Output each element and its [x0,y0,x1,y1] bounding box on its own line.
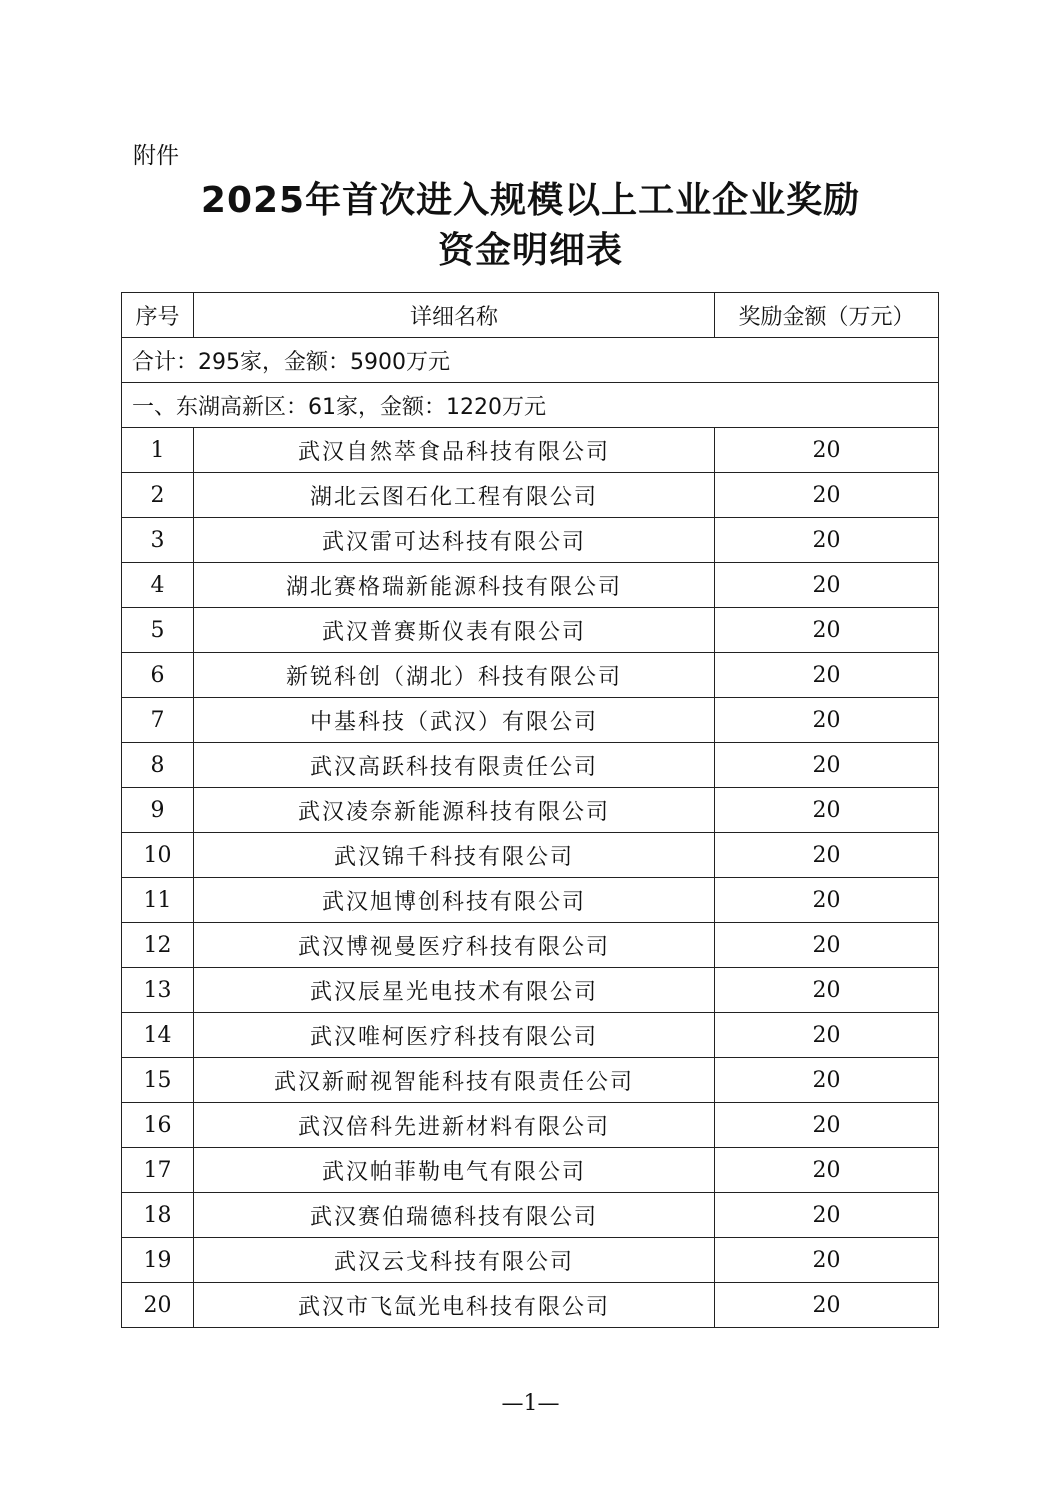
row-company-name: 武汉赛伯瑞德科技有限公司 [194,1193,715,1238]
row-index: 1 [122,428,194,473]
row-index: 16 [122,1103,194,1148]
table-row [122,1283,939,1328]
row-company-name: 湖北赛格瑞新能源科技有限公司 [194,563,715,608]
row-index: 2 [122,473,194,518]
row-award-amount: 20 [715,968,939,1013]
row-company-name: 武汉普赛斯仪表有限公司 [194,608,715,653]
row-award-amount: 20 [715,1058,939,1103]
table-header-row [122,293,939,338]
row-award-amount: 20 [715,833,939,878]
row-index: 12 [122,923,194,968]
row-award-amount: 20 [715,1283,939,1328]
row-index: 15 [122,1058,194,1103]
table-row [122,1193,939,1238]
row-award-amount: 20 [715,878,939,923]
row-award-amount: 20 [715,788,939,833]
table-row [122,923,939,968]
row-index: 17 [122,1148,194,1193]
row-index: 13 [122,968,194,1013]
row-award-amount: 20 [715,563,939,608]
row-index: 20 [122,1283,194,1328]
row-company-name: 湖北云图石化工程有限公司 [194,473,715,518]
row-index: 18 [122,1193,194,1238]
table-row [122,518,939,563]
document-title-line-1: 2025年首次进入规模以上工业企业奖励 [200,180,861,221]
row-award-amount: 20 [715,1013,939,1058]
row-award-amount: 20 [715,923,939,968]
row-company-name: 武汉博视曼医疗科技有限公司 [194,923,715,968]
row-index: 10 [122,833,194,878]
table-row [122,1058,939,1103]
row-index: 8 [122,743,194,788]
row-index: 14 [122,1013,194,1058]
row-award-amount: 20 [715,473,939,518]
row-index: 4 [122,563,194,608]
table-row [122,698,939,743]
table-row [122,743,939,788]
row-award-amount: 20 [715,698,939,743]
row-company-name: 武汉倍科先进新材料有限公司 [194,1103,715,1148]
header-name: 详细名称 [194,293,715,338]
table-row [122,428,939,473]
row-company-name: 武汉高跃科技有限责任公司 [194,743,715,788]
table-row [122,563,939,608]
page-number: —1— [501,1391,560,1416]
row-award-amount: 20 [715,1148,939,1193]
row-index: 9 [122,788,194,833]
attachment-label: 附件 [133,143,179,169]
section-row [122,383,939,428]
table-row [122,1013,939,1058]
table-row [122,833,939,878]
row-company-name: 武汉市飞氙光电科技有限公司 [194,1283,715,1328]
table-row [122,653,939,698]
row-company-name: 武汉凌奈新能源科技有限公司 [194,788,715,833]
row-award-amount: 20 [715,518,939,563]
row-company-name: 武汉帕菲勒电气有限公司 [194,1148,715,1193]
row-award-amount: 20 [715,1238,939,1283]
header-index: 序号 [122,293,194,338]
row-company-name: 武汉唯柯医疗科技有限公司 [194,1013,715,1058]
row-award-amount: 20 [715,653,939,698]
award-table [121,292,939,1328]
row-index: 11 [122,878,194,923]
table-row [122,1148,939,1193]
row-company-name: 武汉辰星光电技术有限公司 [194,968,715,1013]
table-row [122,473,939,518]
row-award-amount: 20 [715,743,939,788]
row-company-name: 武汉锦千科技有限公司 [194,833,715,878]
total-row [122,338,939,383]
row-award-amount: 20 [715,428,939,473]
row-index: 19 [122,1238,194,1283]
row-index: 3 [122,518,194,563]
header-amount: 奖励金额（万元） [715,293,939,338]
table-row [122,788,939,833]
table-row [122,608,939,653]
section-summary: 一、东湖高新区：61家，金额：1220万元 [122,383,939,428]
total-summary: 合计：295家，金额：5900万元 [122,338,939,383]
row-company-name: 武汉雷可达科技有限公司 [194,518,715,563]
row-index: 5 [122,608,194,653]
row-award-amount: 20 [715,1193,939,1238]
table-row [122,968,939,1013]
row-index: 7 [122,698,194,743]
row-company-name: 中基科技（武汉）有限公司 [194,698,715,743]
row-company-name: 武汉云戈科技有限公司 [194,1238,715,1283]
row-award-amount: 20 [715,608,939,653]
document-title-line-2: 资金明细表 [437,230,623,271]
row-company-name: 武汉新耐视智能科技有限责任公司 [194,1058,715,1103]
row-company-name: 新锐科创（湖北）科技有限公司 [194,653,715,698]
row-company-name: 武汉旭博创科技有限公司 [194,878,715,923]
table-row [122,1103,939,1148]
table-row [122,1238,939,1283]
row-company-name: 武汉自然萃食品科技有限公司 [194,428,715,473]
row-index: 6 [122,653,194,698]
row-award-amount: 20 [715,1103,939,1148]
table-row [122,878,939,923]
